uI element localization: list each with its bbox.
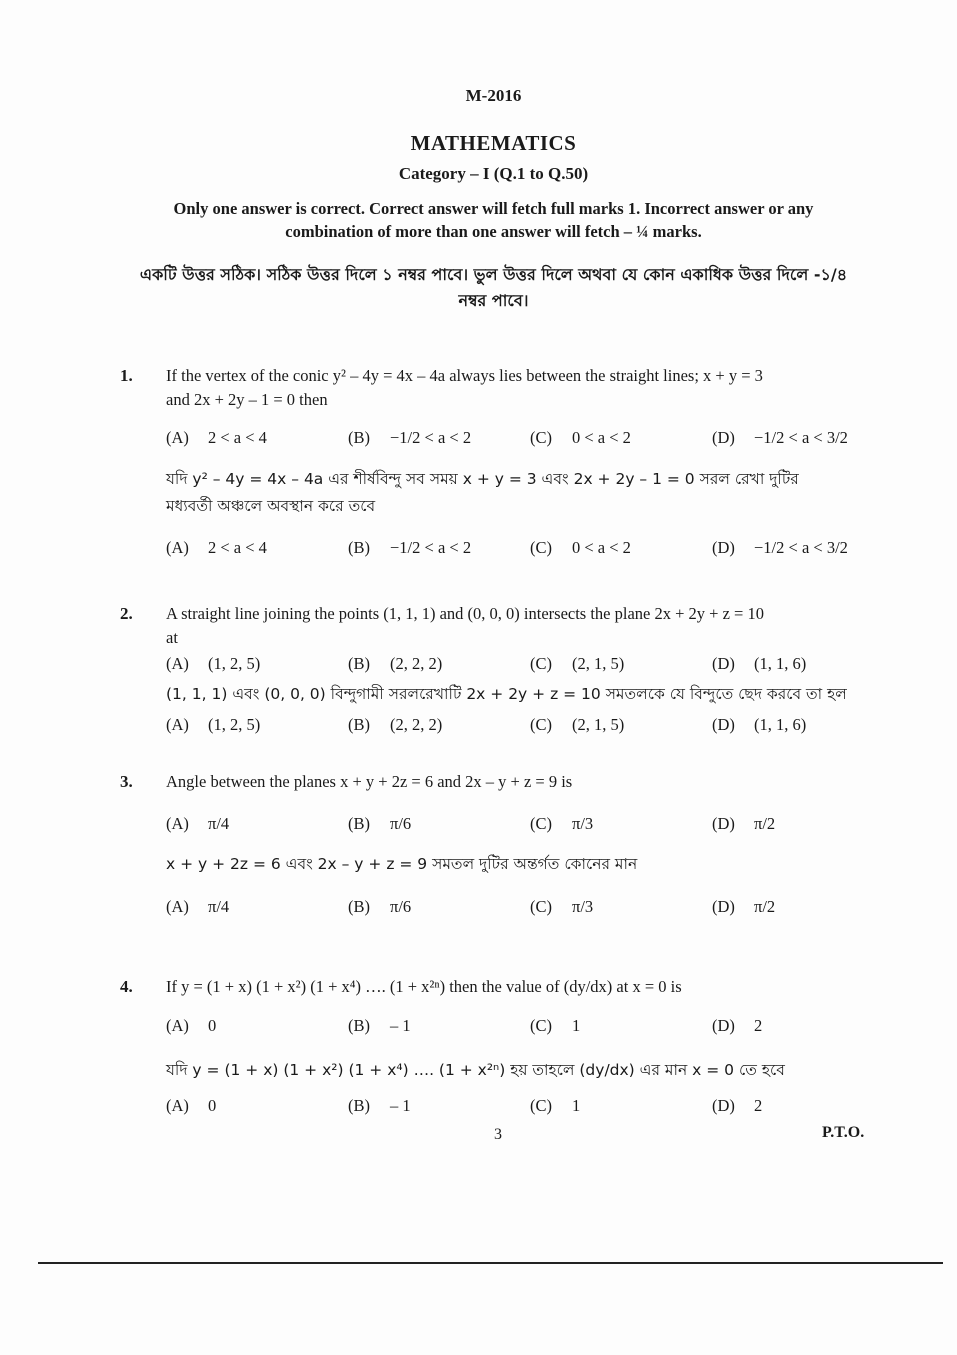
option-value: 2 [754, 1096, 763, 1115]
instruction-bn-line-2: নম্বর পাবে। [458, 291, 529, 310]
instruction-en-line-1: Only one answer is correct. Correct answer will fetch full marks 1. Incorrect answer or any [173, 199, 814, 218]
question-number: 1. [120, 366, 133, 385]
answer-option [166, 428, 267, 448]
answer-option [712, 654, 806, 674]
category-heading: Category – I (Q.1 to Q.50) [398, 164, 589, 183]
instruction-en-line-2: combination of more than one answer will fetch – ¼ marks. [285, 222, 702, 241]
question-text-en: If y = (1 + x) (1 + x²) (1 + x⁴) …. (1 + x²ⁿ) then the value of (dy/dx) at x = 0 is [166, 977, 682, 996]
option-label: (D) [712, 654, 735, 673]
option-label: (C) [530, 715, 552, 734]
option-value: (1, 2, 5) [208, 715, 261, 734]
option-label: (B) [348, 1096, 370, 1115]
answer-option [166, 715, 260, 735]
option-label: (B) [348, 428, 370, 447]
option-value: (2, 1, 5) [572, 715, 625, 734]
question-text-en: Angle between the planes x + y + 2z = 6 and 2x – y + z = 9 is [166, 772, 573, 791]
option-label: (D) [712, 1016, 735, 1035]
answer-option [166, 654, 260, 674]
answer-option [712, 1096, 762, 1116]
option-label: (B) [348, 715, 370, 734]
option-value: 2 < a < 4 [208, 538, 267, 557]
option-value: 0 [208, 1096, 217, 1115]
option-value: 2 [754, 1016, 763, 1035]
answer-option [530, 538, 631, 558]
option-label: (D) [712, 1096, 735, 1115]
option-value: π/4 [208, 814, 230, 833]
answer-option [712, 814, 775, 834]
option-label: (D) [712, 897, 735, 916]
question-text-bn: যদি y² – 4y = 4x – 4a এর শীর্ষবিন্দু সব সময় x + y = 3 এবং 2x + 2y – 1 = 0 সরল রেখা দুটির [166, 470, 799, 488]
question-number: 4. [120, 977, 133, 996]
option-value: – 1 [390, 1096, 411, 1115]
option-value: −1/2 < a < 2 [390, 428, 472, 447]
answer-option [530, 814, 593, 834]
option-label: (B) [348, 654, 370, 673]
answer-option [530, 1096, 580, 1116]
answer-option [348, 715, 442, 735]
option-value: 1 [572, 1016, 581, 1035]
option-label: (A) [166, 428, 189, 447]
option-value: 0 < a < 2 [572, 538, 631, 557]
paper-code: M-2016 [465, 86, 522, 105]
option-label: (A) [166, 1016, 189, 1035]
option-value: −1/2 < a < 3/2 [754, 538, 848, 557]
answer-option [348, 538, 471, 558]
answer-option [530, 1016, 580, 1036]
option-value: π/6 [390, 814, 412, 833]
option-label: (A) [166, 715, 189, 734]
option-value: π/6 [390, 897, 412, 916]
answer-option [530, 715, 624, 735]
answer-option [712, 538, 848, 558]
option-label: (B) [348, 814, 370, 833]
answer-option [166, 897, 229, 917]
option-value: (1, 2, 5) [208, 654, 261, 673]
question-text-bn: যদি y = (1 + x) (1 + x²) (1 + x⁴) …. (1 + x²ⁿ) হয় তাহলে (dy/dx) এর মান x = 0 তে হবে [166, 1061, 785, 1079]
option-label: (C) [530, 897, 552, 916]
option-label: (D) [712, 428, 735, 447]
page-number: 3 [494, 1126, 502, 1143]
answer-option [530, 897, 593, 917]
option-label: (C) [530, 1096, 552, 1115]
option-value: (2, 2, 2) [390, 715, 443, 734]
option-value: 0 < a < 2 [572, 428, 631, 447]
answer-option [712, 897, 775, 917]
option-value: 1 [572, 1096, 581, 1115]
answer-option [348, 654, 442, 674]
question-number: 2. [120, 604, 133, 623]
option-label: (C) [530, 814, 552, 833]
option-value: 0 [208, 1016, 217, 1035]
option-label: (D) [712, 538, 735, 557]
option-label: (C) [530, 654, 552, 673]
option-label: (B) [348, 897, 370, 916]
answer-option [348, 814, 411, 834]
answer-option [166, 538, 267, 558]
option-value: (1, 1, 6) [754, 654, 807, 673]
answer-option [712, 715, 806, 735]
question-text-bn: (1, 1, 1) এবং (0, 0, 0) বিন্দুগামী সরলরেখাটি 2x + 2y + z = 10 সমতলকে যে বিন্দুতে ছেদ করবে তা হল [166, 685, 847, 703]
option-label: (A) [166, 814, 189, 833]
option-value: π/2 [754, 814, 776, 833]
option-value: (2, 2, 2) [390, 654, 443, 673]
option-label: (A) [166, 1096, 189, 1115]
answer-option [348, 897, 411, 917]
subject-title: MATHEMATICS [410, 131, 577, 155]
answer-option [712, 1016, 762, 1036]
answer-option [712, 428, 848, 448]
option-label: (A) [166, 897, 189, 916]
option-label: (C) [530, 1016, 552, 1035]
option-label: (C) [530, 538, 552, 557]
option-label: (A) [166, 654, 189, 673]
option-label: (A) [166, 538, 189, 557]
answer-option [348, 1096, 411, 1116]
option-value: −1/2 < a < 3/2 [754, 428, 848, 447]
option-label: (B) [348, 1016, 370, 1035]
answer-option [530, 428, 631, 448]
option-value: (1, 1, 6) [754, 715, 807, 734]
answer-option [348, 1016, 411, 1036]
option-value: 2 < a < 4 [208, 428, 267, 447]
option-value: π/3 [572, 814, 594, 833]
option-label: (D) [712, 715, 735, 734]
option-label: (D) [712, 814, 735, 833]
instruction-bn-line-1: একটি উত্তর সঠিক। সঠিক উত্তর দিলে ১ নম্বর পাবে। ভুল উত্তর দিলে অথবা যে কোন একাধিক উত্তর দিলে -১/৪ [139, 265, 848, 284]
answer-option [348, 428, 471, 448]
question-text-en: If the vertex of the conic y² – 4y = 4x – 4a always lies between the straight lines; x + y = 3 [166, 366, 763, 385]
option-value: (2, 1, 5) [572, 654, 625, 673]
option-value: π/3 [572, 897, 594, 916]
option-label: (C) [530, 428, 552, 447]
option-value: π/4 [208, 897, 230, 916]
question-text-en: at [166, 628, 178, 647]
question-text-en: A straight line joining the points (1, 1, 1) and (0, 0, 0) intersects the plane 2x + 2y + z = 10 [166, 604, 764, 623]
option-value: π/2 [754, 897, 776, 916]
question-text-en: and 2x + 2y – 1 = 0 then [166, 390, 328, 409]
answer-option [166, 1016, 216, 1036]
pto-note: P.T.O. [822, 1124, 865, 1141]
question-text-bn: মধ্যবর্তী অঞ্চলে অবস্থান করে তবে [166, 497, 376, 515]
option-label: (B) [348, 538, 370, 557]
question-text-bn: x + y + 2z = 6 এবং 2x – y + z = 9 সমতল দুটির অন্তর্গত কোনের মান [166, 855, 638, 873]
answer-option [166, 1096, 216, 1116]
question-number: 3. [120, 772, 133, 791]
option-value: −1/2 < a < 2 [390, 538, 472, 557]
bottom-rule [38, 1262, 943, 1264]
answer-option [530, 654, 624, 674]
option-value: – 1 [390, 1016, 411, 1035]
answer-option [166, 814, 229, 834]
